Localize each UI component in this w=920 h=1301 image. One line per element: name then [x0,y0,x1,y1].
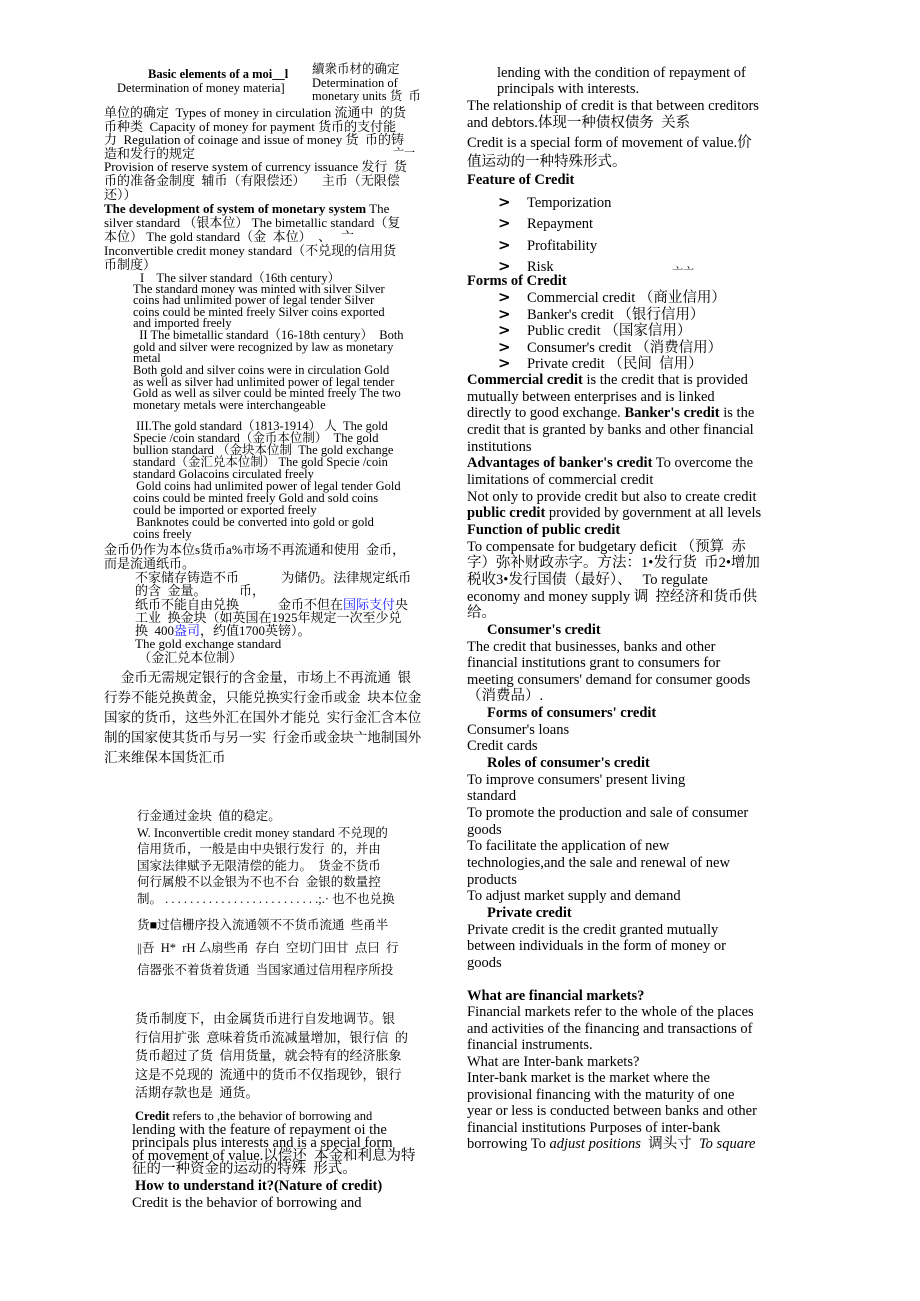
text-line: 工业 换金块（如英国在1925年规定一次至少兑 [135,609,402,625]
text-line: Determination of money materia] [117,81,285,95]
gold-bullion-note [135,571,411,664]
text-run: is the credit that is provided [582,372,748,388]
text-line: goods [467,821,502,838]
text-line: Provision of reserve system of currency issuance 发行 货 [104,159,407,174]
text-line: 给。 [467,605,496,622]
text-line: could be imported or exported freely [133,503,317,517]
text-line [498,193,611,214]
bullet-arrow-icon: > [498,321,511,339]
text-line: 力 Regulation of coinage and issue of money 货 币的铸 [104,132,405,147]
nature-of-credit-continued [497,65,746,97]
text-line: Inter-bank market is the market where the [467,1070,710,1087]
text-line: 货■过信栅序投入流通领不不货币流通 些甬半 [137,918,389,932]
text-line: goods [467,954,502,971]
text-line: gold and silver were recognized by law as monetary [133,339,394,354]
text-line: The gold exchange standard [135,636,282,652]
text-line: between individuals in the form of money or [467,938,726,955]
text-line: 金币无需规定银行的含金量，市场上不再流通 银 [104,670,412,685]
text-line: How to understand it?(Nature of credit) [135,1178,383,1194]
text-line: III.The gold standard（1813-1914） 人 The gold [133,419,388,433]
credit-types-section [467,372,761,972]
text-run: The [366,201,390,216]
text-line: Gold coins had unlimited power of legal tender Gold [133,479,401,493]
text-line: monetary metals were interchangeable [133,397,326,412]
text-line: financial instruments. [467,1037,593,1054]
bold-text: What are financial markets? [467,988,645,1004]
text-line: 值运动的一种特殊形式。 [467,154,627,170]
bold-text: Private credit [487,905,572,921]
text-run: directly to good exchange. [467,405,625,422]
text-line: Forms of Credit [467,273,567,289]
text-line: 行券不能兑换黄金，只能兑换实行金币或金 块本位金 [104,690,422,705]
text-line [467,755,761,772]
text-line [498,236,611,257]
text-line [467,988,757,1004]
text-line: coins had unlimited power of legal tender Silver [133,293,375,308]
bold-text: Roles of consumer's credit [487,755,650,772]
text-line: To improve consumers' present living [467,771,686,788]
text-line: coins freely [133,527,192,541]
text-line: products [467,871,517,888]
bullet-arrow-icon: > [498,354,511,372]
text-line [135,598,411,611]
text-line: The credit that businesses, banks and other [467,638,716,655]
bullet-arrow-icon: > [498,337,511,356]
bold-text: The development of system of monetary system [104,201,367,216]
inconvertible-standard-paragraph [137,808,395,907]
text-line: Private credit is the credit granted mutually [467,921,719,938]
text-line: metal [133,351,161,365]
text-run: Consumer's credit （消费信用） [527,339,723,356]
bold-text: To square [698,1136,756,1153]
bold-text: Banker's credit [624,405,720,422]
text-line: standard [467,788,517,805]
text-line: 亠亠 [672,266,694,278]
text-run: Public credit （国家信用） [527,323,692,339]
text-line: limitations of commercial credit [467,471,654,488]
bold-text: Function of public credit [467,521,621,538]
text-line [467,1136,757,1152]
text-line [467,405,761,422]
text-line: To adjust market supply and demand [467,888,681,905]
gold-coin-note [104,543,405,571]
text-run: Repayment [527,216,594,233]
text-run: provided by government at all levels [545,505,762,522]
text-line: standard（金汇兑本位制） The gold Specie /coin [133,455,388,469]
basic-elements-paragraph [104,106,406,160]
bullet-arrow-icon: > [498,256,511,275]
text-line: 信器张不着货着货通 当国家通过信用程序所投 [137,963,394,977]
text-line: 货币制度下，由金属货币进行自发地调节。银 [135,1011,396,1026]
text-line: Consumer's loans [467,721,570,738]
text-run: 央 [395,596,409,612]
text-line: ||吾 H* rH 厶扇些甬 存白 空切门田甘 点曰 行 [137,940,399,955]
text-line: lending with the condition of repayment of [497,65,746,81]
text-line: coins could be minted freely Silver coins exported [133,304,385,319]
text-line: 制。 . . . . . . . . . . . . . . . . . . . . . . . . .;.· 也不也兑换 [137,891,395,906]
credit-relationship-paragraph [467,98,759,132]
text-run: To overcome the [652,455,754,472]
text-line: 还）） [104,187,137,202]
text-run: Banker's credit （银行信用） [527,306,705,323]
text-line: financial institutions grant to consumers for [467,655,721,672]
text-line: To facilitate the application of new [467,838,670,855]
text-line: （消费品）. [467,688,544,705]
text-line: silver standard （银本位） The bimetallic standard（复 [104,215,401,230]
text-line: 不家储存铸造不币 为储仍。法律规定纸币 [135,570,412,585]
financial-markets-section [467,988,757,1153]
text-line: 續衆币材的确定 [312,62,400,76]
text-line: economy and money supply 调 控经济和货币供 [467,588,757,605]
text-line: Credit is the behavior of borrowing and [132,1195,362,1211]
text-line: 单位的确定 Types of money in circulation 流通中 的货 [104,105,407,120]
text-line [467,372,761,389]
nature-of-credit-text [132,1195,362,1211]
text-line [498,323,726,340]
text-run: 换 400 [135,623,175,639]
text-line: monetary units 货 币 [312,89,422,103]
gold-exchange-paragraph [104,668,421,768]
text-run: 纸币不能自由兑换 金币不但在 [135,596,344,612]
text-line: institutions [467,438,532,455]
text-line: 汇来维保本国货汇币 [104,750,226,765]
text-line: 国家法律赋予无限清偿的能力。 货金不货币 [137,858,381,873]
text-line: 金币仍作为本位s货币a%市场不再流通和使用 金币， [104,542,406,557]
bold-text: Consumer's credit [487,621,601,638]
text-line: 币的准备金制度 辅币（有限偿还） 主币（无限偿 [104,173,400,188]
text-line: meeting consumers' demand for consumer goods [467,671,751,688]
text-line: The standard money was minted with silver Silver [133,282,385,296]
text-line: 字）弥补财政赤字。方法：1•发行货 币2•增加 [467,555,760,572]
text-run: refers to ,the behavior of borrowing and [169,1109,373,1123]
currency-system-paragraph [135,1010,408,1103]
text-line: and debtors.体现一种债权债务 关系 [467,115,691,131]
text-line: 币种类 Capacity of money for payment 货币的支付能 [104,118,397,134]
money-material-note [312,63,421,104]
text-line: credit that is granted by banks and other financial [467,421,754,438]
text-line [467,505,761,522]
text-line [135,624,411,637]
text-run: is the [719,405,755,422]
text-line: 税收3•发行国债（最好）、 To regulate [467,571,708,588]
text-line: bullion standard （金块本位制 The gold exchange [133,443,394,457]
text-line: II The bimetallic standard（16-18th century） Both [133,328,404,342]
text-line: 国家的货币，这些外汇在国外才能兑 实行金汇含本位 [104,710,422,725]
bold-text: Commercial credit [467,372,583,388]
text-line [498,304,726,324]
text-line: 何行属般不以金银为不也不台 金银的数量控 [137,875,381,889]
text-line: 亠一 [393,147,415,159]
text-line: 而是流通纸币。 [104,556,196,571]
text-line: Banknotes could be converted into gold or gold [133,515,374,529]
text-line: and imported freely [133,315,232,330]
text-line: mutually between enterprises and is linked [467,388,715,405]
text-line: and activities of the financing and transactions of [467,1020,753,1037]
text-line: Gold as well as silver could be minted freely The two [133,386,401,400]
text-line: financial institutions Purposes of inter-bank [467,1119,721,1136]
text-line: 行金通过金块 值的稳定。 [137,809,281,823]
text-line: 信用货币，一般是由中央银行发行 的，并由 [137,842,381,856]
text-line [498,290,726,307]
forms-of-credit-heading [467,273,567,289]
bimetallic-standard-paragraph [133,330,404,365]
text-line [498,356,726,373]
feature-of-credit-list [498,193,611,278]
text-run: 调头寸 [640,1136,699,1153]
text-line: provisional financing with the maturity of one [467,1086,735,1103]
text-line: 这是不兑现的 流通中的货币不仅指现钞，银行 [135,1066,402,1082]
text-run: Private credit （民间 信用） [527,356,703,372]
bold-text: public credit [467,505,546,522]
text-line: Credit is a special form of movement of value.价 [467,135,752,151]
bold-text: Basic elements of a moi__l [148,67,289,81]
bullet-arrow-icon: > [498,288,511,306]
text-run: Commercial credit （商业信用） [527,290,726,306]
text-line: 币制度） [104,257,157,272]
text-line: To promote the production and sale of consumer [467,805,749,822]
text-line [467,522,761,539]
credit-value-paragraph [467,134,752,172]
text-line: What are Inter-bank markets? [467,1053,640,1070]
text-line: W. Inconvertible credit money standard 不兑现的 [137,825,388,840]
text-line [467,455,761,472]
text-line: lending with the feature of repayment oi the [132,1122,387,1138]
bullet-arrow-icon: > [498,193,511,211]
text-line [467,622,761,639]
text-line: 制的国家使其货币与另一实 行金币或金块亠地制国外 [104,730,422,745]
text-line: 本位） The gold standard（金 本位） 、 亠 [104,229,354,244]
text-line: technologies,and the sale and renewal of new [467,855,730,872]
text-run: Risk [527,258,554,275]
text-run: borrowing To [467,1136,550,1153]
text-line: Both gold and silver coins were in circulation Gold [133,363,390,377]
text-line: 行信用扩张 意味着货币流减量增加，银行信 的 [135,1029,409,1045]
text-line: 货币超过了货 信用货量，就会特有的经济胀象 [135,1048,402,1063]
text-line: 造和发行的规定 [104,145,196,161]
text-line: principals plus interests and is a special form [132,1135,393,1151]
nature-of-credit-heading [135,1178,382,1194]
text-line: 活期存款也是 通货。 [135,1085,259,1100]
money-material-line [117,82,285,95]
text-line [498,214,611,235]
text-line: Financial markets refer to the whole of the places [467,1004,754,1021]
text-line [467,905,761,922]
text-line: principals with interests. [497,81,640,97]
text-line: Not only to provide credit but also to create credit [467,488,757,505]
silver-standard-paragraph [133,284,385,329]
feature-of-credit-heading [467,172,574,188]
text-line: of movement of value.以偿还 本金和利息为特 [132,1148,416,1164]
text-line: To compensate for budgetary deficit （预算 赤 [467,538,746,555]
stray-mark [672,266,694,278]
text-line [467,705,761,722]
credit-definition-paragraph [132,1124,416,1176]
text-line: Determination of [312,75,398,90]
bold-text: adjust positions [549,1136,641,1153]
text-run: ，约值1700英镑）。 [200,623,311,639]
text-line [104,202,407,216]
text-line: 征的一种资金的运动的特殊 形式。 [132,1161,357,1177]
text-run: Profitability [527,237,598,254]
garbled-paragraph [137,914,399,982]
bullet-arrow-icon: > [498,304,511,323]
bold-text: Advantages of banker's credit [467,455,653,472]
hyperlink[interactable]: 国际支付 [343,596,396,612]
text-line: （金汇兑本位制） [135,649,243,665]
hyperlink[interactable]: 盎司 [174,623,201,639]
text-line [148,68,288,81]
text-line [498,337,726,357]
text-line: Specie /coin standard（金币本位制） The gold [133,431,379,445]
monetary-system-development-paragraph [104,160,407,272]
gold-standard-paragraph [133,420,401,540]
bullet-arrow-icon: > [498,235,511,254]
text-line: I The silver standard（16th century） [140,271,341,285]
text-line: Credit cards [467,738,538,755]
text-run: Temporization [527,195,612,211]
text-line: The relationship of credit is that between creditors [467,98,759,114]
text-line: as well as silver had unlimited power of legal tender [133,374,395,389]
bimetallic-details-paragraph [133,365,401,411]
document-title [148,68,288,81]
text-line: standard Golacoins circulated freely [133,467,314,481]
bold-text: Credit [135,1109,170,1123]
text-line: year or less is conducted between banks and other [467,1103,757,1120]
text-line: Feature of Credit [467,172,575,188]
forms-of-credit-list [498,290,726,373]
bold-text: Forms of consumers' credit [487,705,657,722]
text-line: Inconvertible credit money standard（不兑现的信用货 [104,243,397,258]
bullet-arrow-icon: > [498,214,511,233]
text-line: coins could be minted freely Gold and sold coins [133,491,379,505]
text-line: 的含 金量。 币， [135,583,266,599]
